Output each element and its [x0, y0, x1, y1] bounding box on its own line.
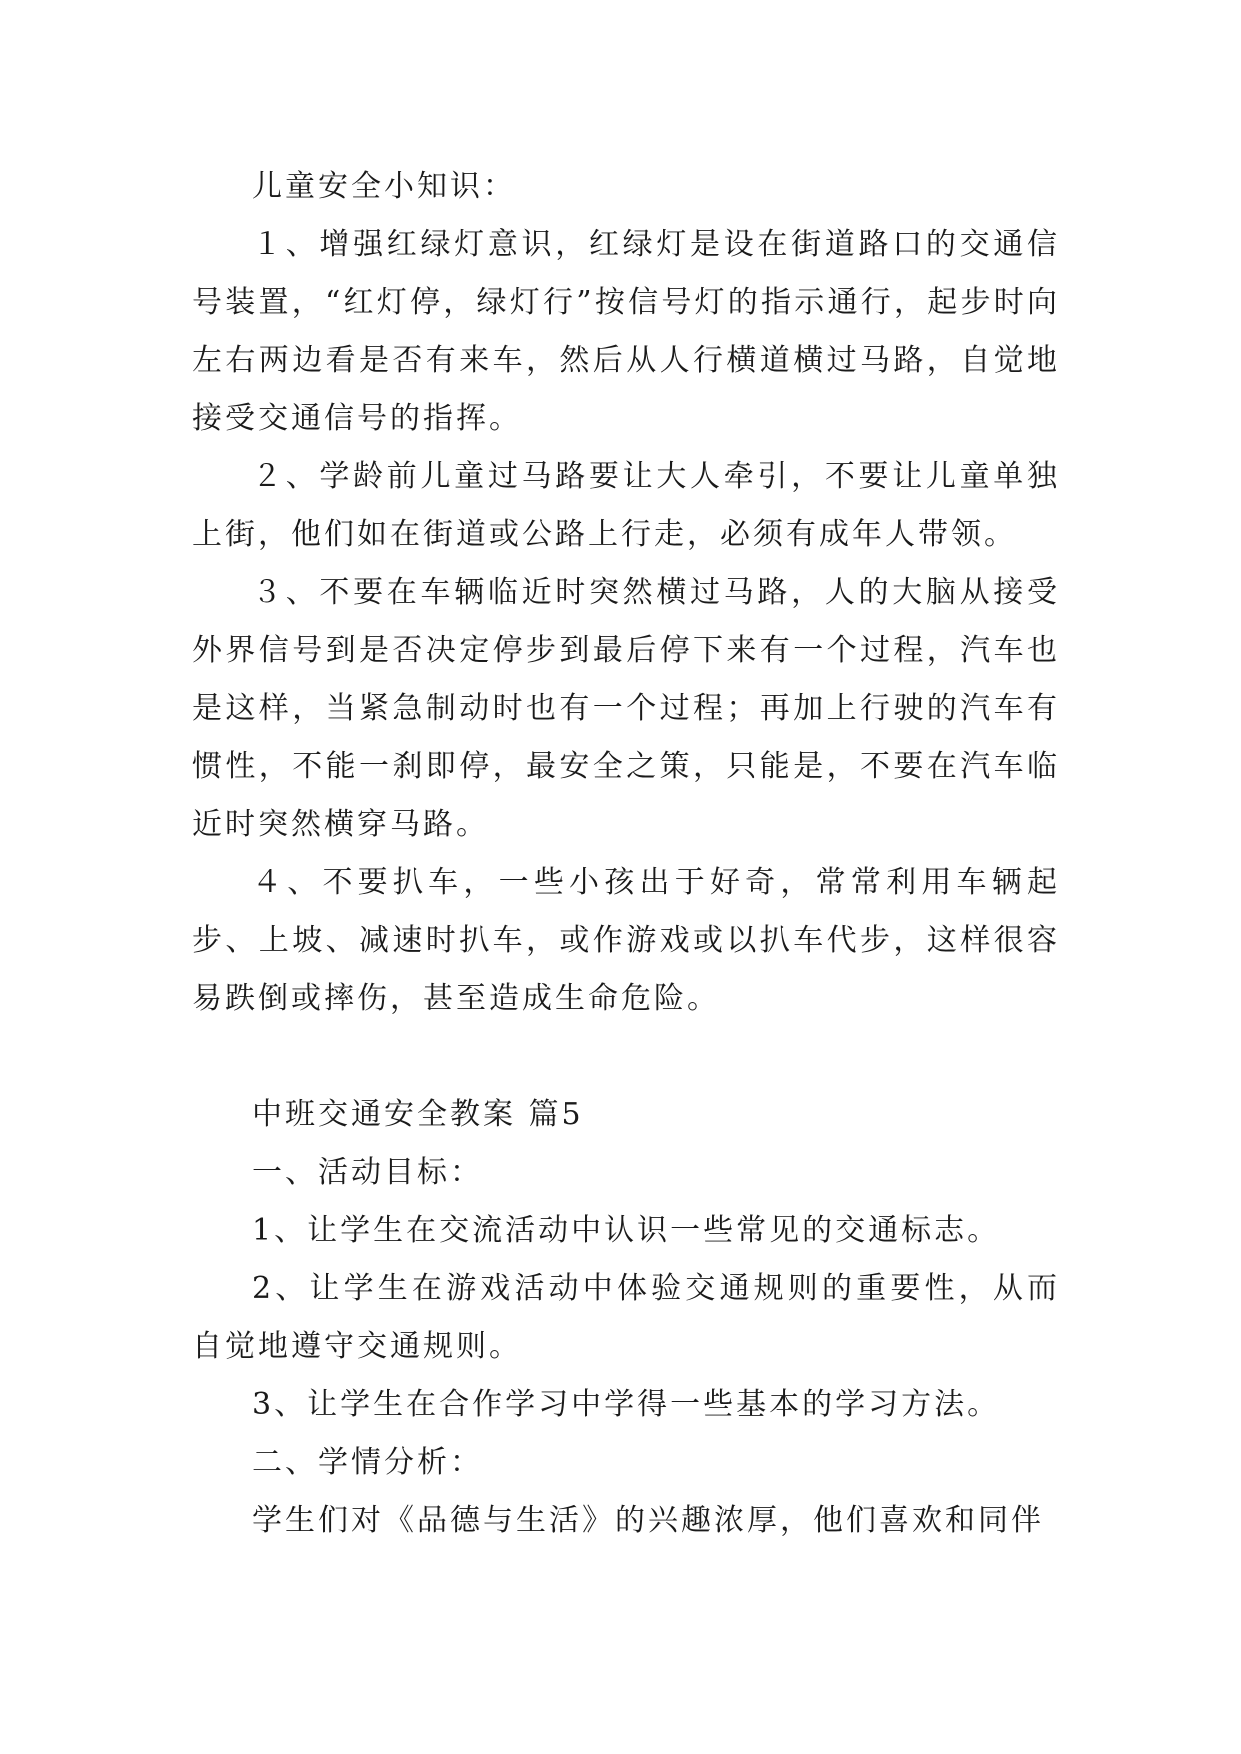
section-heading-analysis: 二、学情分析： [252, 1445, 483, 1480]
document-body [192, 158, 1060, 1550]
lesson-title: 中班交通安全教案 篇5 [252, 1097, 584, 1132]
paragraph-goal-3: 3、让学生在合作学习中学得一些基本的学习方法。 [252, 1387, 1001, 1422]
paragraph-tip-2: ２、学龄前儿童过马路要让大人牵引，不要让儿童单独上街，他们如在街道或公路上行走，必须有成年人带领。 [192, 459, 1060, 552]
paragraph-goal-2: 2、让学生在游戏活动中体验交通规则的重要性，从而自觉地遵守交通规则。 [192, 1271, 1060, 1364]
paragraph-tip-4: ４、不要扒车，一些小孩出于好奇，常常利用车辆起步、上坡、减速时扒车，或作游戏或以扒车代步，这样很容易跌倒或摔伤，甚至造成生命危险。 [192, 865, 1060, 1016]
paragraph-goal-1: 1、让学生在交流活动中认识一些常见的交通标志。 [252, 1213, 1001, 1248]
section-heading-goals: 一、活动目标： [252, 1155, 483, 1190]
paragraph-tip-1: １、增强红绿灯意识，红绿灯是设在街道路口的交通信号装置，“红灯停，绿灯行”按信号灯的指示通行，起步时向左右两边看是否有来车，然后从人行横道横过马路，自觉地接受交通信号的指挥。 [192, 227, 1060, 436]
paragraph-analysis: 学生们对《品德与生活》的兴趣浓厚，他们喜欢和同伴 [252, 1503, 1044, 1538]
section-heading-safety-tips: 儿童安全小知识： [252, 169, 516, 204]
paragraph-tip-3: ３、不要在车辆临近时突然横过马路，人的大脑从接受外界信号到是否决定停步到最后停下来有一个过程，汽车也是这样，当紧急制动时也有一个过程；再加上行驶的汽车有惯性，不能一刹即停，最安全之策，只能是，不要在汽车临近时突然横穿马路。 [192, 575, 1060, 842]
